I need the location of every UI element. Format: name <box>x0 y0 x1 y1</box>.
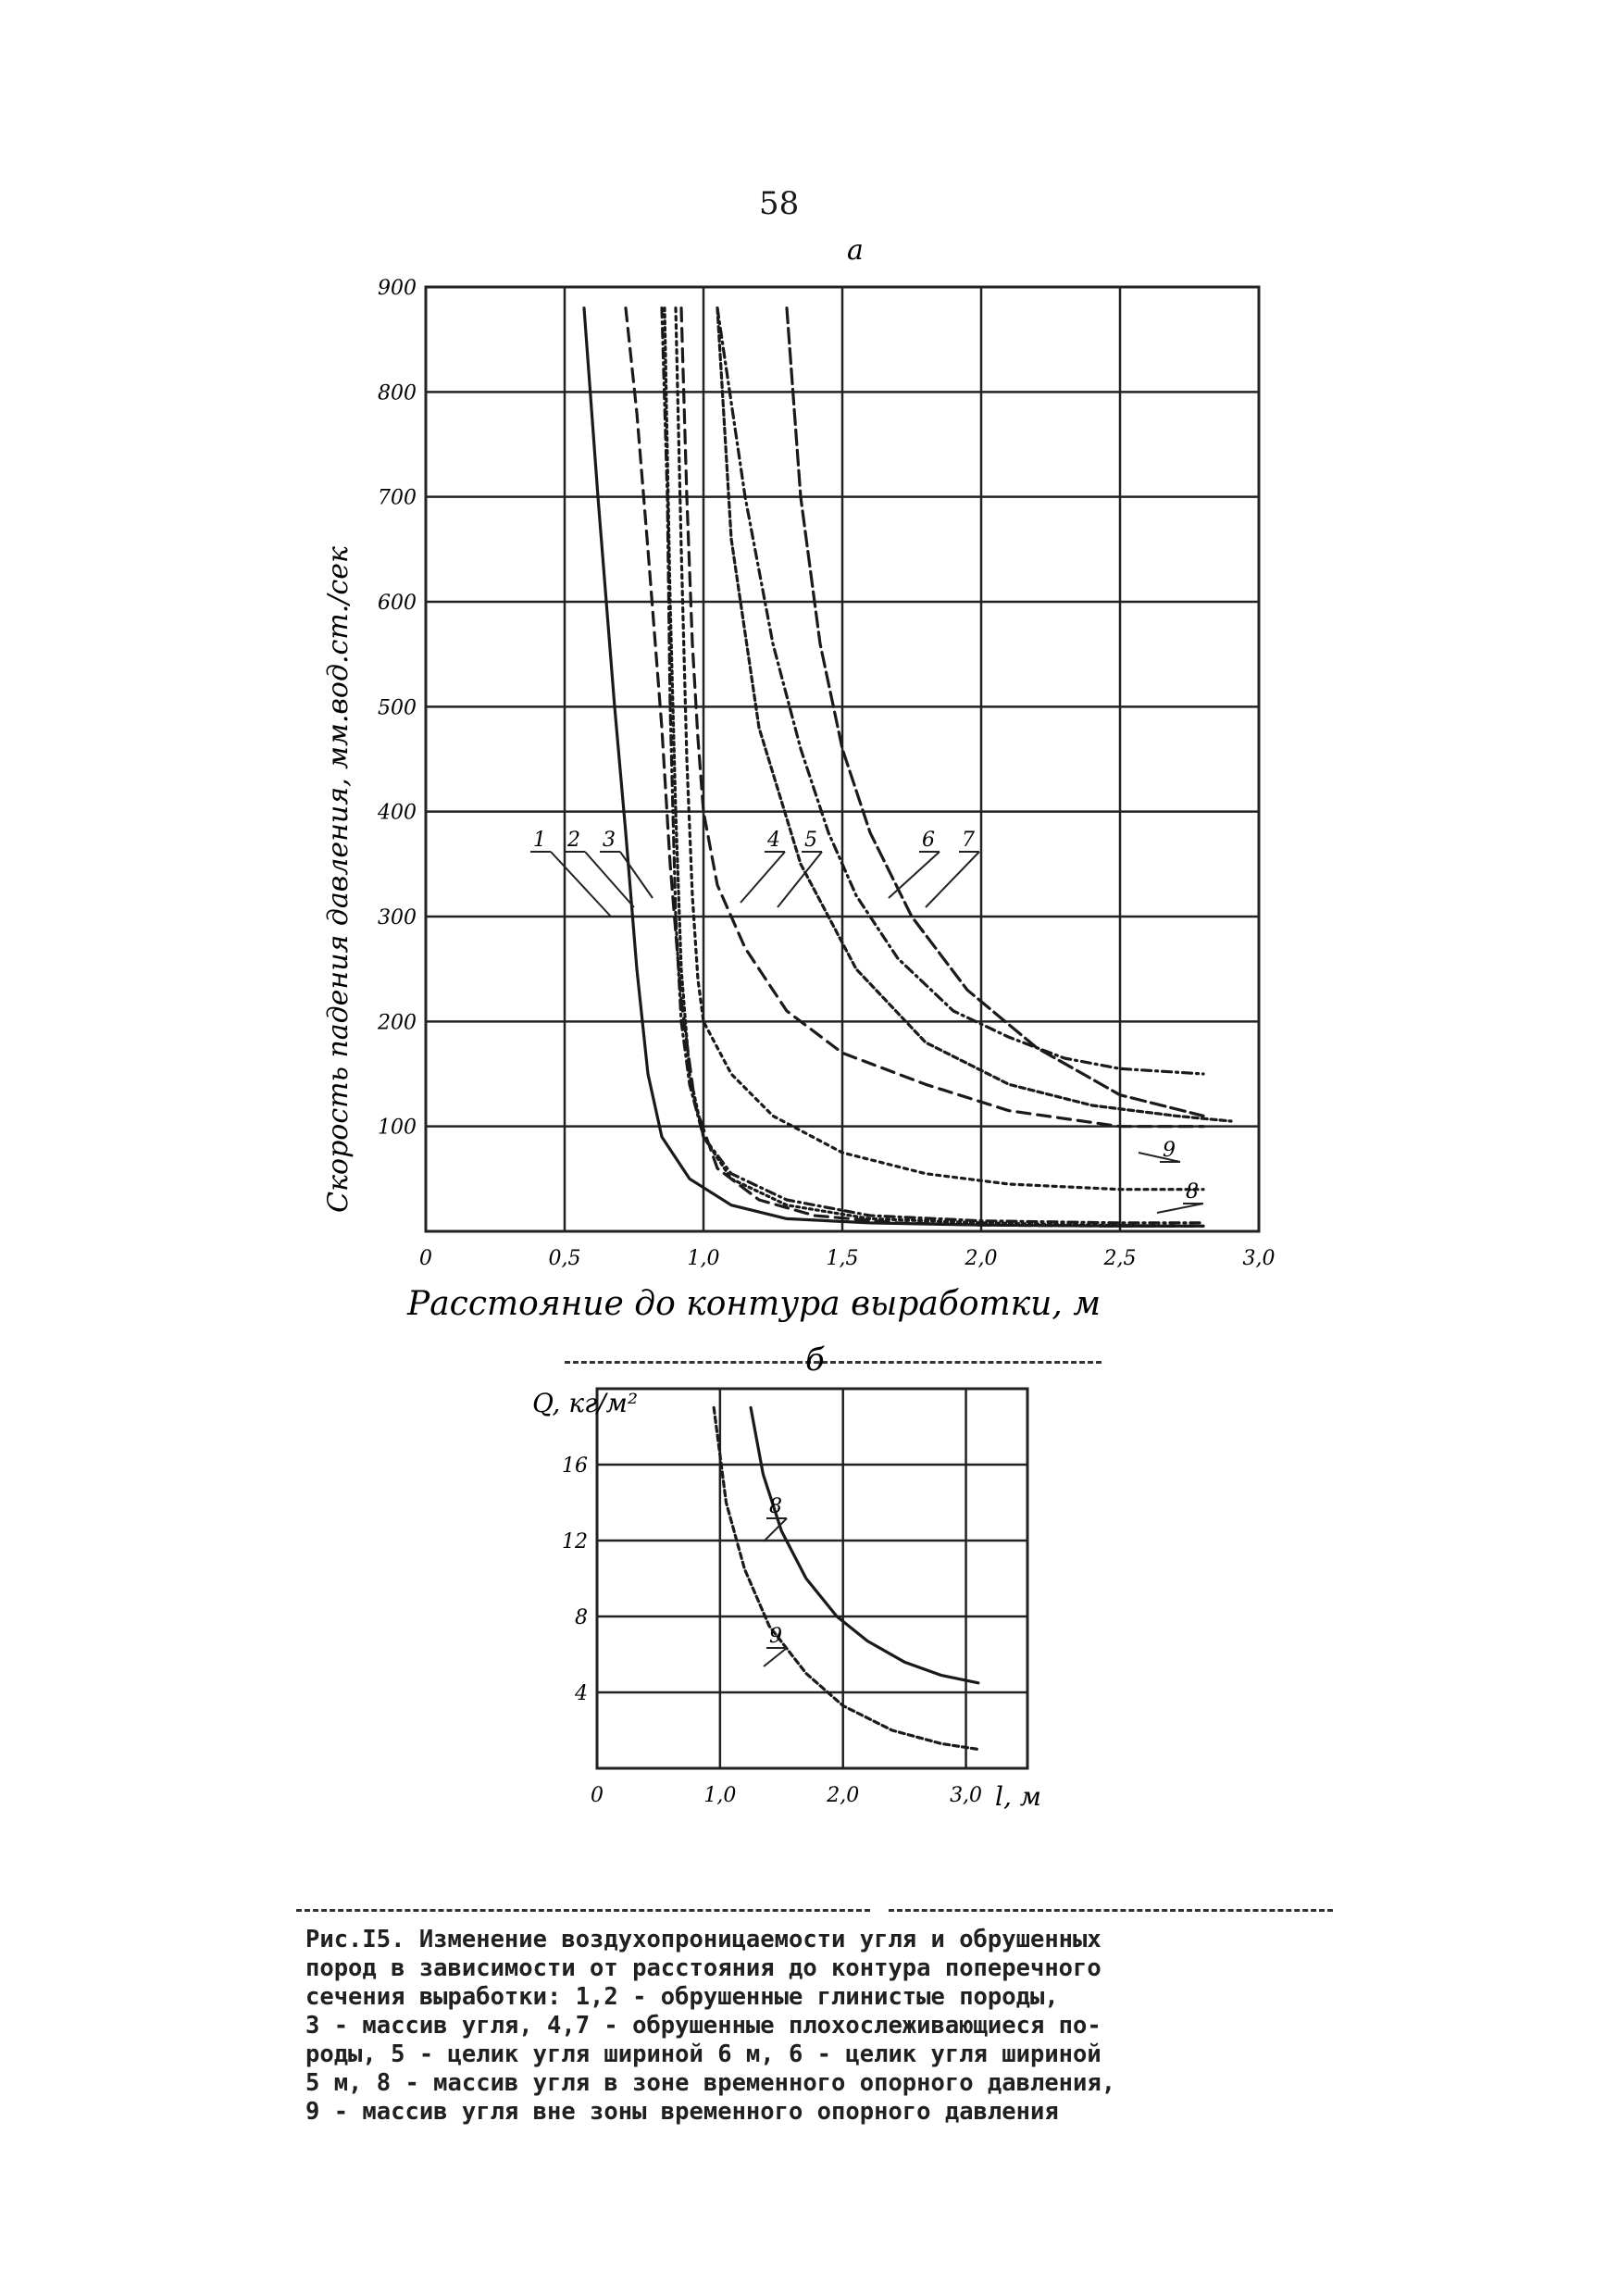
bottom-chart-grid <box>597 1389 1027 1768</box>
curve-label: 6 <box>922 829 935 852</box>
curve-label: 1 <box>533 829 546 852</box>
curve-label: 4 <box>767 829 780 852</box>
curve-label: 2 <box>567 829 580 852</box>
y-tick-label: 600 <box>378 592 417 615</box>
top-x-axis-label: Расстояние до контура выработки, м <box>407 1285 1101 1323</box>
leader-line <box>1157 1204 1203 1213</box>
y-tick-label: 200 <box>378 1011 417 1035</box>
y-tick-label: 300 <box>378 906 417 930</box>
top-chart-grid <box>426 287 1259 1231</box>
series-line-8 <box>665 308 1176 1227</box>
bottom-chart <box>509 1333 1064 1815</box>
bottom-panel-label: б <box>805 1341 825 1379</box>
bottom-y-axis-label: Q, кг/м² <box>532 1388 639 1418</box>
curve-label: 9 <box>1163 1139 1176 1162</box>
caption-line: 5 м, 8 - массив угля в зоне временного опорного давления, <box>305 2069 1116 2097</box>
curve-label: 3 <box>603 829 616 852</box>
plot-frame <box>597 1389 1027 1768</box>
x-tick-label: 0 <box>419 1247 432 1270</box>
figure-caption <box>305 1926 1351 2127</box>
x-tick-label: 1,5 <box>826 1247 859 1270</box>
caption-line: роды, 5 - целик угля шириной 6 м, 6 - целик угля шириной <box>305 2040 1101 2068</box>
x-tick-label: 0,5 <box>548 1247 581 1270</box>
y-tick-label: 900 <box>378 277 417 300</box>
series-line-6 <box>717 308 1203 1074</box>
x-tick-label: 3,0 <box>1242 1247 1276 1270</box>
page-number: 58 <box>759 185 800 222</box>
curve-label: 5 <box>804 829 817 852</box>
top-y-axis-label: Скорость падения давления, мм.вод.ст./сек <box>322 546 355 1213</box>
top-chart-series <box>584 308 1231 1227</box>
y-tick-label: 4 <box>575 1682 588 1705</box>
top-panel-label: a <box>847 234 864 267</box>
caption-line: пород в зависимости от расстояния до контура поперечного <box>305 1954 1101 1982</box>
caption-line: Рис.I5. Изменение воздухопроницаемости угля и обрушенных <box>305 1926 1101 1953</box>
top-chart <box>322 234 1314 1323</box>
leader-line <box>926 852 979 907</box>
separator-caption-left <box>296 1909 870 1912</box>
series-line-5 <box>676 308 1203 1190</box>
series-line-9 <box>714 1408 978 1750</box>
bottom-chart-series <box>714 1408 978 1750</box>
x-tick-label: 0 <box>591 1784 604 1807</box>
curve-label: 9 <box>769 1625 782 1648</box>
leader-line <box>764 1648 787 1666</box>
y-tick-label: 800 <box>378 381 417 406</box>
curve-label: 8 <box>769 1495 782 1518</box>
y-tick-label: 100 <box>378 1116 417 1140</box>
leader-line <box>551 852 611 917</box>
y-tick-label: 400 <box>378 801 417 825</box>
bottom-x-axis-label: l, м <box>995 1781 1041 1812</box>
x-tick-label: 2,5 <box>1103 1247 1137 1270</box>
leader-line <box>741 852 785 903</box>
top-chart-ticks <box>377 277 1276 1270</box>
series-line-4 <box>681 308 1203 1127</box>
series-line-1 <box>584 308 1203 1227</box>
caption-line: 9 - массив угля вне зоны временного опорного давления <box>305 2098 1059 2126</box>
x-tick-label: 2,0 <box>965 1247 998 1270</box>
separator-caption-right <box>889 1909 1333 1912</box>
y-tick-label: 16 <box>562 1454 588 1478</box>
leader-line <box>764 1518 787 1541</box>
caption-line: 3 - массив угля, 4,7 - обрушенные плохослеживающиеся по- <box>305 2012 1101 2040</box>
curve-label: 7 <box>962 829 975 852</box>
y-tick-label: 12 <box>562 1530 588 1554</box>
x-tick-label: 3,0 <box>950 1784 983 1807</box>
leader-line <box>889 852 940 898</box>
x-tick-label: 1,0 <box>703 1784 737 1807</box>
series-line-2 <box>626 308 1203 1227</box>
caption-line: сечения выработки: 1,2 - обрушенные глинистые породы, <box>305 1983 1059 2011</box>
x-tick-label: 2,0 <box>827 1784 860 1807</box>
y-tick-label: 700 <box>378 486 417 510</box>
y-tick-label: 500 <box>378 696 417 720</box>
x-tick-label: 1,0 <box>687 1247 720 1270</box>
bottom-chart-curve-labels <box>764 1495 787 1666</box>
leader-line <box>620 852 653 898</box>
curve-label: 8 <box>1186 1180 1199 1204</box>
y-tick-label: 8 <box>575 1606 588 1629</box>
series-line-7 <box>787 308 1203 1117</box>
series-line-8 <box>751 1408 978 1683</box>
